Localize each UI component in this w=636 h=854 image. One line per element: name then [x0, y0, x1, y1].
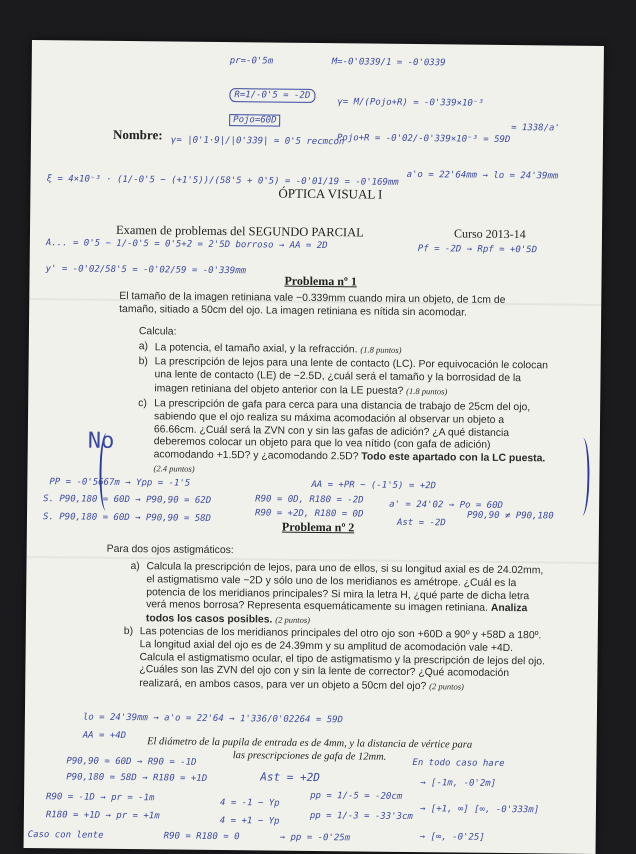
handwritten-note: En todo caso hare — [412, 758, 505, 769]
item-text: La prescripción de gafa para cerca para una distancia de trabajo de 25cm del ojo, sabiendo que el ojo realiza su máxima acomodación al observar un objeto a 66.66cm. ¿Cuál será la ZVN con y sin las gafas de adición? ¿A qué distancia deberemos colocar un objeto para que lo vea nítido (con gafa de adición) acomodando +1.5D? y ¿acomodando 2.5D? — [153, 398, 531, 463]
handwritten-note: pr=-0'5m — [229, 56, 274, 67]
handwritten-note: P90,90 = 60D → R90 = -1D — [66, 756, 197, 768]
handwritten-note: A... = 0'5 − 1/-0'5 = 0'5+2 = 2'5D borroso → AA = 2D — [45, 238, 328, 252]
handwritten-brace-right — [575, 438, 590, 516]
handwritten-note: y' = -0'02/58'5 = -0'02/59 = -0'339mm — [45, 264, 247, 277]
handwritten-note: Pojo+R = -0'02/-0'339×10⁻³ = 59D — [336, 133, 511, 146]
problem2-footer-note: El diámetro de la pupila de entrada es de 4mm, y la distancia de vértice para las prescripciones de gafa de 12mm. — [147, 736, 473, 763]
item-points: (1.8 puntos) — [406, 385, 448, 396]
handwritten-note: ξ = 4×10⁻³ · (1/-0'5 − (+1'5))/(58'5 + 0'5) = -0'01/19 = -0'169mm — [46, 174, 399, 188]
handwritten-note: P90,90 ≠ P90,180 — [466, 510, 554, 522]
item-bold-note: Analiza todos los casos posibles. — [145, 603, 528, 626]
item-bold-note: Todo este apartado con la LC puesta. — [361, 451, 546, 465]
item-points: (2.4 puntos) — [153, 463, 195, 474]
problem1-item-b — [138, 356, 548, 400]
handwritten-note: a'o = 22'64mm → lo = 24'39mm — [406, 169, 559, 182]
handwritten-note: P90,180 = 58D → R180 = +1D — [66, 772, 208, 784]
problem2-item-a — [130, 561, 547, 630]
handwritten-note: R90 = +2D, R180 = 0D — [255, 508, 364, 520]
item-text: La potencia, el tamaño axial, y la refracción. — [154, 342, 358, 356]
item-text: La prescripción de lejos para una lente de contacto (LC). Por equivocación le colocan una lente de contacto (LE) de −2.5D, ¿cuál será el tamaño y la borrosidad de la imagen retiniana del objeto anterior con la LE puesta? — [154, 356, 549, 397]
name-label: Nombre: — [112, 126, 163, 143]
item-text: Las potencias de los meridianos principales del otro ojo son +60D a 90º y +58D a 180º. La longitud axial del ojo es de 24.39mm y su amplitud de acomodación vale +4D. Calcula el astigmatismo ocular, el tipo de astigmatismo y la prescripción de lejos del ojo. ¿Cuáles son las ZVN del ojo con y sin la lente de corrector? ¿Qué acomodación realizará, en ambos casos, para ver un objeto a 50cm del ojo? — [139, 626, 546, 693]
handwritten-note: → pp = -0'25m — [279, 832, 351, 844]
handwritten-note: AA = +PR − (-1'5) = +2D — [311, 479, 437, 492]
handwritten-note: R180 = +1D → pr = +1m — [45, 810, 160, 822]
handwritten-note: Ast = -2D — [396, 517, 446, 529]
problem2-heading: Problema nº 2 — [281, 519, 355, 535]
handwritten-note: γ= M/(Pojo+R) = -0'339×10⁻³ — [337, 97, 484, 109]
handwritten-note: AA = +4D — [82, 730, 127, 742]
handwritten-note: Caso con lente — [27, 829, 104, 841]
handwritten-note: γ= |0'1·9|/|0'339| = 0'5 recmcon — [170, 135, 345, 148]
handwritten-note: R90 = R180 = 0 — [163, 831, 240, 843]
item-points: (2 puntos) — [429, 681, 464, 692]
handwritten-note: M=-0'0339/1 = -0'0339 — [331, 57, 446, 69]
handwritten-note: R90 = 0D, R180 = -2D — [255, 494, 364, 506]
item-points: (1.8 puntos) — [360, 344, 402, 355]
handwritten-note: PP = -0'5667m → Ypp = -1'5 — [49, 477, 191, 489]
handwritten-note: No — [87, 428, 115, 454]
handwritten-note: pp = 1/-3 = -33'3cm — [309, 810, 413, 823]
handwritten-note: → [∞, -0'25] — [419, 832, 485, 843]
item-text: Calcula la prescripción de lejos, para uno de ellos, si su longitud axial es de 24.02mm, el astigmatismo vale −2D y sólo uno de los meridianos es amétrope. ¿Cuál es la potencia de los meridianos principales? Si mira la letra H, ¿qué parte de dicha letra verá menos borrosa? Representa esquemáticamente su imagen retiniana. — [146, 561, 544, 615]
course-label: Curso 2013-14 — [453, 226, 526, 242]
page-title: ÓPTICA VISUAL I — [278, 185, 383, 202]
exam-subtitle: Examen de problemas del SEGUNDO PARCIAL — [115, 222, 364, 240]
item-letter: a) — [138, 341, 149, 353]
item-points: (2 puntos) — [275, 614, 311, 626]
handwritten-note: lo = 24'39mm → a'o = 22'64 → 1'336/0'02264 = 59D — [82, 712, 344, 726]
exam-sheet — [24, 40, 604, 854]
item-letter: b) — [138, 356, 148, 368]
item-letter: c) — [138, 398, 147, 410]
handwritten-note: S. P90,180 = 60D → P90,90 = 58D — [42, 512, 212, 524]
handwritten-note: R=1/-0'5 = -2D — [229, 88, 315, 103]
handwritten-note: a' = 24'02 → Po = 60D — [389, 499, 503, 511]
handwritten-note: = 1338/a' — [511, 123, 560, 134]
handwritten-note: Pojo=60D — [229, 114, 280, 127]
item-letter: a) — [130, 561, 140, 573]
problem2-intro: Para dos ojos astigmáticos: — [106, 543, 234, 557]
handwritten-note: 4 = +1 − Yp — [219, 816, 280, 827]
handwritten-note: pp = 1/-5 = -20cm — [310, 790, 403, 802]
handwritten-note: → [-1m, -0'2m] — [420, 778, 497, 789]
problem1-item-c — [137, 398, 548, 480]
problem2-item-b — [123, 626, 546, 695]
problem1-heading: Problema nº 1 — [284, 273, 357, 289]
handwritten-note: → [+1, ∞] [∞, -0'333m] — [419, 804, 540, 816]
handwritten-note: Ast = +2D — [260, 770, 320, 785]
item-letter: b) — [123, 625, 134, 638]
problem1-intro: El tamaño de la imagen retiniana vale −0.339mm cuando mira un objeto, de 1cm de tamaño, sitiado a 50cm del ojo. La imagen retiniana es nítida sin acomodar. — [119, 290, 506, 319]
handwritten-note: R90 = -1D → pr = -1m — [46, 792, 155, 804]
handwritten-note: Pf = -2D → Rpf = +0'5D — [417, 244, 538, 256]
handwritten-note: S. P90,180 = 60D → P90,90 = 62D — [43, 494, 212, 506]
calcula-label: Calcula: — [138, 326, 177, 338]
handwritten-note: 4 = -1 − Yp — [219, 798, 280, 809]
